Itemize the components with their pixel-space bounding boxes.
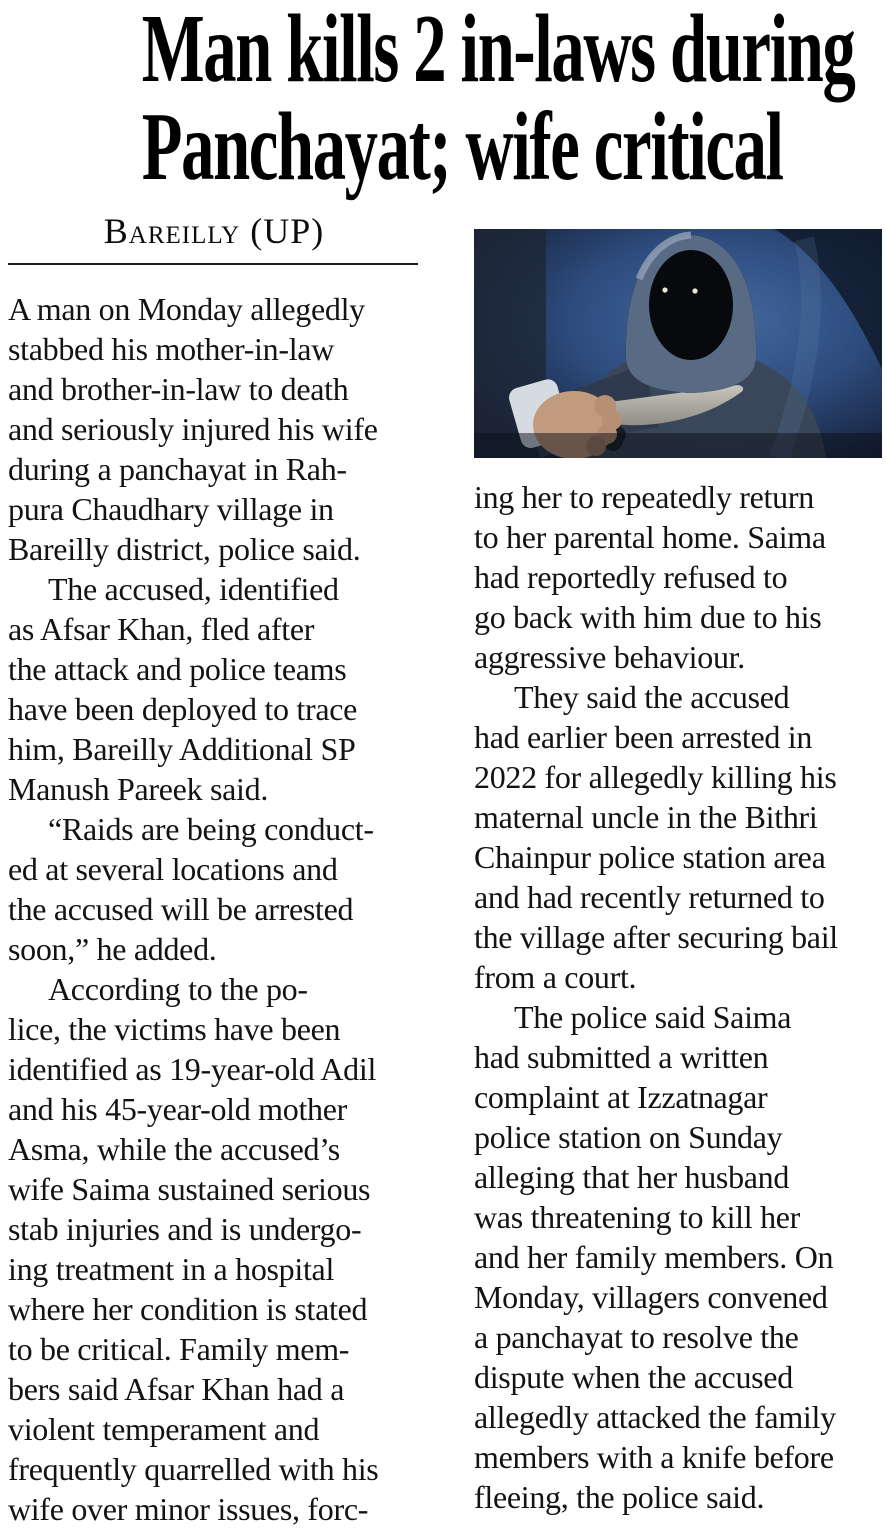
photo-bottom-shadow [474, 433, 882, 458]
article-columns [8, 205, 882, 1529]
body-line: to be critical. Family mem- [8, 1331, 350, 1367]
dateline: Bareilly (UP) [103, 211, 325, 251]
body-line: lice, the victims have been [8, 1011, 341, 1047]
left-column-body [8, 289, 420, 1529]
body-line: from a court. [474, 959, 637, 995]
body-line: They said the accused [514, 679, 790, 715]
body-line: the village after securing bail [474, 919, 838, 955]
body-line: the attack and police teams [8, 651, 347, 687]
body-line: ed at several locations and [8, 851, 338, 887]
body-line: and his 45-year-old mother [8, 1091, 348, 1127]
body-line: According to the po- [48, 971, 308, 1007]
body-line: wife Saima sustained serious [8, 1171, 371, 1207]
body-line: where her condition is stated [8, 1291, 368, 1327]
body-line: and brother-in-law to death [8, 371, 349, 407]
body-line: had reportedly refused to [474, 559, 788, 595]
body-line: maternal uncle in the Bithri [474, 799, 818, 835]
article-photo [474, 229, 882, 458]
headline-line-1: Man kills 2 in-laws during [141, 0, 855, 103]
body-line: police station on Sunday [474, 1119, 783, 1155]
hooded-attacker-photo [474, 229, 882, 458]
headline-line-2: Panchayat; wife critical [141, 93, 783, 201]
body-line: him, Bareilly Additional SP [8, 731, 356, 767]
body-line: 2022 for allegedly killing his [474, 759, 837, 795]
body-line: during a panchayat in Rah- [8, 451, 347, 487]
body-line: frequently quarrelled with his [8, 1451, 379, 1487]
body-line: dispute when the accused [474, 1359, 793, 1395]
body-line: go back with him due to his [474, 599, 822, 635]
body-line: “Raids are being conduct- [48, 811, 374, 847]
body-line: stabbed his mother-in-law [8, 331, 335, 367]
body-line: allegedly attacked the family [474, 1399, 836, 1435]
body-line: Manush Pareek said. [8, 771, 269, 807]
body-line: had submitted a written [474, 1039, 769, 1075]
body-line: soon,” he added. [8, 931, 217, 967]
article-headline [0, 0, 886, 201]
body-line: fleeing, the police said. [474, 1479, 765, 1515]
body-line: have been deployed to trace [8, 691, 358, 727]
dateline-rule [8, 263, 418, 265]
body-line: wife over minor issues, forc- [8, 1491, 369, 1527]
body-line: A man on Monday allegedly [8, 291, 365, 327]
body-line: Monday, villagers convened [474, 1279, 828, 1315]
body-line: Chainpur police station area [474, 839, 826, 875]
body-line: aggressive behaviour. [474, 639, 745, 675]
body-line: Asma, while the accused’s [8, 1131, 340, 1167]
body-line: alleging that her husband [474, 1159, 790, 1195]
body-line: a panchayat to resolve the [474, 1319, 799, 1355]
body-line: and her family members. On [474, 1239, 834, 1275]
body-line: The police said Saima [514, 999, 792, 1035]
body-line: ing her to repeatedly return [474, 479, 814, 515]
body-line: was threatening to kill her [474, 1199, 801, 1235]
body-line: complaint at Izzatnagar [474, 1079, 768, 1115]
body-line: as Afsar Khan, fled after [8, 611, 315, 647]
body-line: to her parental home. Saima [474, 519, 826, 555]
body-line: The accused, identified [48, 571, 339, 607]
right-column-body [474, 477, 882, 1517]
body-line: and seriously injured his wife [8, 411, 378, 447]
body-line: violent temperament and [8, 1411, 320, 1447]
body-line: identified as 19-year-old Adil [8, 1051, 377, 1087]
body-line: ing treatment in a hospital [8, 1251, 335, 1287]
eye-glint-right [692, 288, 697, 293]
body-line: pura Chaudhary village in [8, 491, 334, 527]
eye-glint-left [662, 287, 667, 292]
body-line: had earlier been arrested in [474, 719, 813, 755]
body-line: the accused will be arrested [8, 891, 354, 927]
left-column [8, 205, 420, 1529]
hidden-face [649, 250, 733, 360]
right-column [474, 205, 882, 1529]
body-line: members with a knife before [474, 1439, 834, 1475]
body-line: and had recently returned to [474, 879, 825, 915]
body-line: stab injuries and is undergo- [8, 1211, 362, 1247]
body-line: bers said Afsar Khan had a [8, 1371, 345, 1407]
body-line: Bareilly district, police said. [8, 531, 361, 567]
